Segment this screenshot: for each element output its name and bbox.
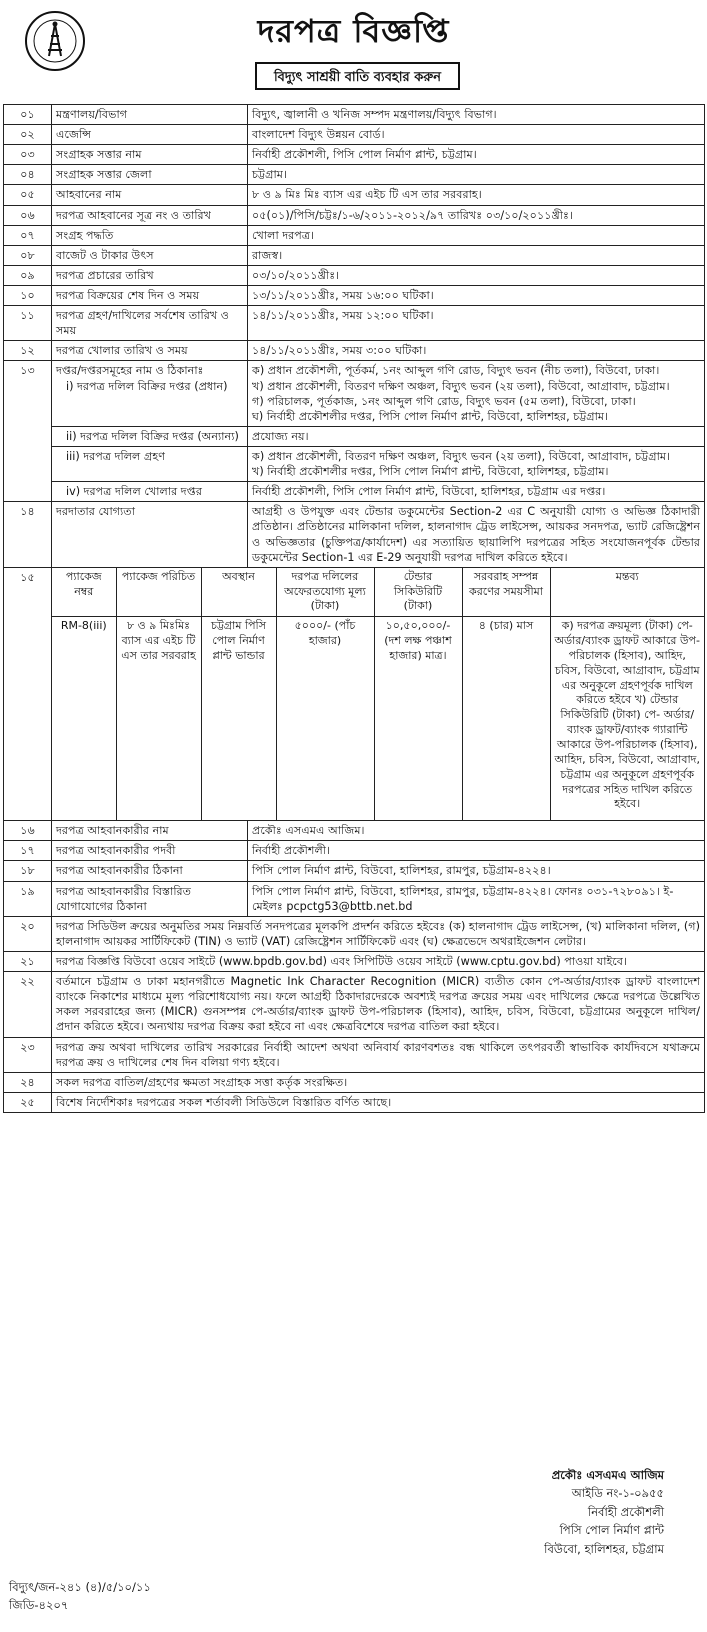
row-number: ২১	[4, 952, 52, 972]
row13-iv-label: iv) দরপত্র দলিল খোলার দপ্তর	[52, 482, 248, 502]
table-row	[4, 1092, 705, 1112]
table-row	[4, 861, 705, 881]
row-label: দরপত্র আহবানকারীর বিস্তারিত যোগাযোগের ঠিকানা	[52, 881, 248, 916]
row-number: ২২	[4, 972, 52, 1037]
row-value: ১৩/১১/২০১১খ্রীঃ, সময় ১৬:০০ ঘটিকা।	[248, 285, 705, 305]
row-label: আহবানের নাম	[52, 185, 248, 205]
row-number: ১৪	[4, 502, 52, 567]
reference-block	[9, 1578, 151, 1615]
table-row	[4, 952, 705, 972]
row-label: দরপত্র খোলার তারিখ ও সময়	[52, 341, 248, 361]
row-number: ১০	[4, 285, 52, 305]
table-row	[4, 567, 705, 821]
header	[0, 0, 707, 106]
tender-table	[3, 104, 705, 1113]
package-header: সরবরাহ সম্পন্ন করণের সময়সীমা	[462, 568, 550, 617]
table-row	[4, 446, 705, 481]
package-header: প্যাকেজ নম্বর	[52, 568, 116, 617]
row-text: বিশেষ নির্দেশিকাঃ দরপত্রের সকল শর্তাবলী সিডিউলে বিস্তারিত বর্ণিত আছে।	[52, 1092, 705, 1112]
row-number: ১৮	[4, 861, 52, 881]
row-label: এজেন্সি	[52, 125, 248, 145]
package-security: ১০,৫০,০০০/- (দশ লক্ষ পঞ্চাশ হাজার) মাত্র।	[374, 617, 462, 820]
row-text: দরপত্র ক্রয় অথবা দাখিলের তারিখ সরকারের নির্বাহী আদেশ অথবা অনিবার্য কারণবশতঃ বন্ধ থাকিলে তৎপরবর্তী স্বাভাবিক কার্যদিবসে যথাক্রমে দরপত্র ক্রয় ও দাখিলের শেষ দিন বলিয়া গণ্য হইবে।	[52, 1037, 705, 1072]
row-number: ২০	[4, 916, 52, 951]
row-label: দরপত্র আহবানকারীর পদবী	[52, 841, 248, 861]
row13-i-label: i) দরপত্র দলিল বিক্রির দপ্তর (প্রধান)	[66, 379, 228, 393]
package-number: RM-8(iii)	[52, 617, 116, 820]
row-value: আগ্রহী ও উপযুক্ত এবং টেন্ডার ডকুমেন্টের Section-2 এর C অনুযায়ী যোগ্য ও অভিজ্ঞ ঠিকাদারী প্রতিষ্ঠান। প্রতিষ্ঠানের মালিকানা দলিল, হালনাগাদ ট্রেড লাইসেন্স, আয়কর সনদপত্র, ভ্যাট রেজিষ্ট্রেশন ও অভিজ্ঞতার (চুক্তিপত্র/কার্যাদেশ) এর সত্যায়িত ছায়ালিপি দরপত্রের সহিত সংযোজনপূর্বক টেন্ডার ডকুমেন্টের Section-1 এর E-29 অনুযায়ী দরপত্র দাখিল করিতে হইবে।	[248, 502, 705, 567]
table-row	[4, 821, 705, 841]
list-item: গ) পরিচালক, পূর্তকাজ, ১নং আব্দুল গণি রোড, বিদ্যুৎ ভবন (৫ম তলা), বিউবো, ঢাকা।	[252, 394, 636, 408]
row-value: নির্বাহী প্রকৌশলী।	[248, 841, 705, 861]
row13-ii-value: প্রযোজ্য নয়।	[248, 426, 705, 446]
row-value: খোলা দরপত্র।	[248, 225, 705, 245]
row-label: বাজেট ও টাকার উৎস	[52, 245, 248, 265]
table-row	[4, 841, 705, 861]
row-number: ১৫	[4, 567, 52, 821]
table-row	[4, 502, 705, 567]
row-value: নির্বাহী প্রকৌশলী, পিসি পোল নির্মাণ প্লান্ট, চট্টগ্রাম।	[248, 145, 705, 165]
row-label: দরপত্র বিক্রয়ের শেষ দিন ও সময়	[52, 285, 248, 305]
row-text: দরপত্র বিজ্ঞপ্তি বিউবো ওয়েব সাইটে (www.bpdb.gov.bd) এবং সিপিটিউ ওয়েব সাইটে (www.cptu.gov.bd) পাওয়া যাইবে।	[52, 952, 705, 972]
row-label: সংগ্রাহক সত্তার জেলা	[52, 165, 248, 185]
reference-number: বিদ্যুৎ/জন-২৪১ (৪)/৫/১০/১১	[9, 1580, 151, 1594]
row-label: দরপত্র প্রচারের তারিখ	[52, 265, 248, 285]
row-number: ০১	[4, 105, 52, 125]
package-header: অবস্থান	[201, 568, 276, 617]
table-row	[4, 306, 705, 341]
row-number: ০৯	[4, 265, 52, 285]
row-value	[248, 446, 705, 481]
row-number: ০৩	[4, 145, 52, 165]
row-value: ০৫(০১)/পিসি/চট্টঃ/১-৬/২০১১-২০১২/৯৭ তারিখঃ ০৩/১০/২০১১খ্রীঃ।	[248, 205, 705, 225]
package-cell	[52, 567, 705, 821]
table-row	[4, 361, 705, 426]
table-row	[4, 105, 705, 125]
row-value: পিসি পোল নির্মাণ প্লান্ট, বিউবো, হালিশহর, রামপুর, চট্টগ্রাম-৪২২৪।	[248, 861, 705, 881]
row-value: প্রকৌঃ এসএমএ আজিম।	[248, 821, 705, 841]
list-item: ক) প্রধান প্রকৌশলী, পূর্তকর্ম, ১নং আব্দুল গণি রোড, বিদ্যুৎ ভবন (নীচ তলা), বিউবো, ঢাকা।	[252, 364, 660, 378]
row-value: চট্টগ্রাম।	[248, 165, 705, 185]
table-row	[4, 426, 705, 446]
table-row	[4, 185, 705, 205]
table-row	[4, 972, 705, 1037]
row-label: দরপত্র আহবানের সূত্র নং ও তারিখ	[52, 205, 248, 225]
row-label	[52, 361, 248, 426]
package-location: চট্টগ্রাম পিসি পোল নির্মাণ প্লান্ট ভান্ডার	[201, 617, 276, 820]
row13-iii-label: iii) দরপত্র দলিল গ্রহণ	[52, 446, 248, 481]
row-value: ১৪/১১/২০১১খ্রীঃ, সময় ১২:০০ ঘটিকা।	[248, 306, 705, 341]
table-row	[4, 145, 705, 165]
table-row	[4, 165, 705, 185]
package-description: ৮ ও ৯ মিঃমিঃ ব্যাস এর এইচ টি এস তার সরবরাহ	[116, 617, 201, 820]
signature-block	[544, 1466, 664, 1558]
list-item: ক) প্রধান প্রকৌশলী, বিতরণ দক্ষিণ অঞ্চল, বিদ্যুৎ ভবন (২য় তলা), বিউবো, আগ্রাবাদ, চট্টগ্রাম।	[252, 449, 671, 463]
row-value	[248, 361, 705, 426]
row-value: বিদ্যুৎ, জ্বালানী ও খনিজ সম্পদ মন্ত্রণালয়/বিদ্যুৎ বিভাগ।	[248, 105, 705, 125]
table-row	[4, 1037, 705, 1072]
footer	[3, 1458, 704, 1628]
row-number: ২৩	[4, 1037, 52, 1072]
table-row	[4, 881, 705, 916]
package-header: প্যাকেজ পরিচিত	[116, 568, 201, 617]
table-row	[4, 482, 705, 502]
row-label: দরপত্র গ্রহণ/দাখিলের সর্বশেষ তারিখ ও সময়	[52, 306, 248, 341]
signatory-name: প্রকৌঃ এসএমএ আজিম	[551, 1468, 664, 1482]
package-row	[52, 617, 704, 820]
signatory-office: পিসি পোল নির্মাণ প্লান্ট	[559, 1523, 664, 1538]
row-value: রাজস্ব।	[248, 245, 705, 265]
row-text: দরপত্র সিডিউল ক্রয়ের অনুমতির সময় নিম্নবর্তি সনদপত্রের মূলকপি প্রদর্শন করিতে হইবেঃ (ক) হালনাগাদ ট্রেড লাইসেন্স, (খ) মালিকানা দলিল, (গ) হালনাগাদ আয়কর সার্টিফিকেট (TIN) ও ভ্যাট (VAT) রেজিষ্ট্রেশন সার্টিফিকেট এবং (ঘ) ক্ষেত্রভেদে অথরাইজেশন লেটার।	[52, 916, 705, 951]
table-row	[4, 916, 705, 951]
row-number: ২৫	[4, 1092, 52, 1112]
row-number: ২৪	[4, 1072, 52, 1092]
package-header-row	[52, 568, 704, 617]
table-row	[4, 265, 705, 285]
package-remarks: ক) দরপত্র ক্রয়মূল্য (টাকা) পে- অর্ডার/ব্যাংক ড্রাফট আকারে উপ-পরিচালক (হিসাব), আহিদ, চবিস, বিউবো, আগ্রাবাদ, চট্টগ্রাম এর অনুকূলে গ্রহণপূর্বক দাখিল করিতে হইবে খ) টেন্ডার সিকিউরিটি (টাকা) পে- অর্ডার/ব্যাংক ড্রাফট/ব্যাংক গ্যারান্টি আকারে উপ-পরিচালক (হিসাব), আহিদ, চবিস, বিউবো, আগ্রাবাদ, চট্টগ্রাম এর অনুকূলে গ্রহণপূর্বক দরপত্রের সহিত দাখিল করিতে হইবে।	[550, 617, 704, 820]
row-number: ১২	[4, 341, 52, 361]
table-row	[4, 245, 705, 265]
row-label: দরপত্র আহবানকারীর ঠিকানা	[52, 861, 248, 881]
row-text: সকল দরপত্র বাতিল/গ্রহণের ক্ষমতা সংগ্রাহক সত্তা কর্তৃক সংরক্ষিত।	[52, 1072, 705, 1092]
signatory-designation: নির্বাহী প্রকৌশলী	[587, 1504, 664, 1519]
row-label: দরদাতার যোগ্যতা	[52, 502, 248, 567]
package-header: টেন্ডার সিকিউরিটি (টাকা)	[374, 568, 462, 617]
row-label: মন্ত্রণালয়/বিভাগ	[52, 105, 248, 125]
page-title: দরপত্র বিজ্ঞপ্তি	[257, 12, 450, 50]
row-label: সংগ্রহ পদ্ধতি	[52, 225, 248, 245]
gd-number: জিডি-৪২০৭	[9, 1598, 69, 1613]
row-number: ০৮	[4, 245, 52, 265]
row13-heading: দপ্তর/দপ্তরসমূহের নাম ও ঠিকানাঃ	[56, 364, 204, 378]
row-text: বর্তমানে চট্টগ্রাম ও ঢাকা মহানগরীতে Magnetic Ink Character Recognition (MICR) ব্যতীত কোন পে-অর্ডার/ব্যাংক ড্রাফট বাংলাদেশ ব্যাংকে নিকাশের মাধ্যমে মূল্য পরিশোধযোগ্য নয়। ফলে আগ্রহী ঠিকাদারদেরকে অবশ্যই দরপত্র ক্রয়ের সময় এবং দাখিলের ক্ষেত্রে দরপত্রে উল্লেখিত সকল সরবরাহের জন্য (MICR) গুনসম্পন্ন পে-অর্ডার/ব্যাংক ড্রাফট উপ-পরিচালক (হিসাব), আহিদ, চবিস, বিউবো, চট্টগ্রামের অনুকূলে দাখিল/প্রদান করিতে হইবে। অন্যথায় দরপত্র বিক্রয় করা হইবে না এবং ক্ষেত্রবিশেষে দরপত্র বাতিল করা হইবে।	[52, 972, 705, 1037]
row-label: দরপত্র আহবানকারীর নাম	[52, 821, 248, 841]
table-row	[4, 225, 705, 245]
row-label: সংগ্রাহক সত্তার নাম	[52, 145, 248, 165]
row-number: ১১	[4, 306, 52, 341]
row-number: ১৯	[4, 881, 52, 916]
row-number: ১৭	[4, 841, 52, 861]
row-number: ০৭	[4, 225, 52, 245]
row-value: পিসি পোল নির্মাণ প্লান্ট, বিউবো, হালিশহর, রামপুর, চট্টগ্রাম-৪২২৪। ফোনঃ ০৩১-৭২৮০৯১। ই-মেইলঃ pcpctg53@bttb.net.bd	[248, 881, 705, 916]
list-item: খ) নির্বাহী প্রকৌশলীর দপ্তর, পিসি পোল নির্মাণ প্লান্ট, বিউবো, হালিশহর, চট্টগ্রাম।	[252, 465, 609, 479]
row-value: বাংলাদেশ বিদ্যুৎ উন্নয়ন বোর্ড।	[248, 125, 705, 145]
table-row	[4, 1072, 705, 1092]
table-row	[4, 125, 705, 145]
list-item: ঘ) নির্বাহী প্রকৌশলীর দপ্তর, পিসি পোল নির্মাণ প্লান্ট, বিউবো, হালিশহর, চট্টগ্রাম।	[252, 409, 609, 423]
row-value: ৮ ও ৯ মিঃ মিঃ ব্যাস এর এইচ টি এস তার সরবরাহ।	[248, 185, 705, 205]
row-number: ০২	[4, 125, 52, 145]
table-row	[4, 205, 705, 225]
signatory-address: বিউবো, হালিশহর, চট্টগ্রাম	[544, 1541, 664, 1556]
package-duration: ৪ (চার) মাস	[462, 617, 550, 820]
package-doc-price: ৫০০০/- (পাঁচ হাজার)	[276, 617, 374, 820]
package-header: দরপত্র দলিলের অফেরতযোগ্য মূল্য (টাকা)	[276, 568, 374, 617]
package-header: মন্তব্য	[550, 568, 704, 617]
row-number: ০৫	[4, 185, 52, 205]
row-number: ০৬	[4, 205, 52, 225]
signatory-id: আইডি নং-১-০৯৫৫	[571, 1486, 664, 1501]
row13-iv-value: নির্বাহী প্রকৌশলী, পিসি পোল নির্মাণ প্লান্ট, বিউবো, হালিশহর, চট্টগ্রাম এর দপ্তর।	[248, 482, 705, 502]
table-row	[4, 285, 705, 305]
row-number: ০৪	[4, 165, 52, 185]
package-table	[52, 568, 704, 821]
row-number: ১৬	[4, 821, 52, 841]
row-value: ০৩/১০/২০১১খ্রীঃ।	[248, 265, 705, 285]
table-row	[4, 341, 705, 361]
row-number: ১৩	[4, 361, 52, 502]
row-value: ১৪/১১/২০১১খ্রীঃ, সময় ৩:০০ ঘটিকা।	[248, 341, 705, 361]
page-subtitle: বিদ্যুৎ সাশ্রয়ী বাতি ব্যবহার করুন	[255, 62, 460, 90]
row13-ii-label: ii) দরপত্র দলিল বিক্রির দপ্তর (অন্যান্য)	[52, 426, 248, 446]
list-item: খ) প্রধান প্রকৌশলী, বিতরণ দক্ষিণ অঞ্চল, বিদ্যুৎ ভবন (২য় তলা), বিউবো, আগ্রাবাদ, চট্টগ্রাম।	[252, 379, 670, 393]
